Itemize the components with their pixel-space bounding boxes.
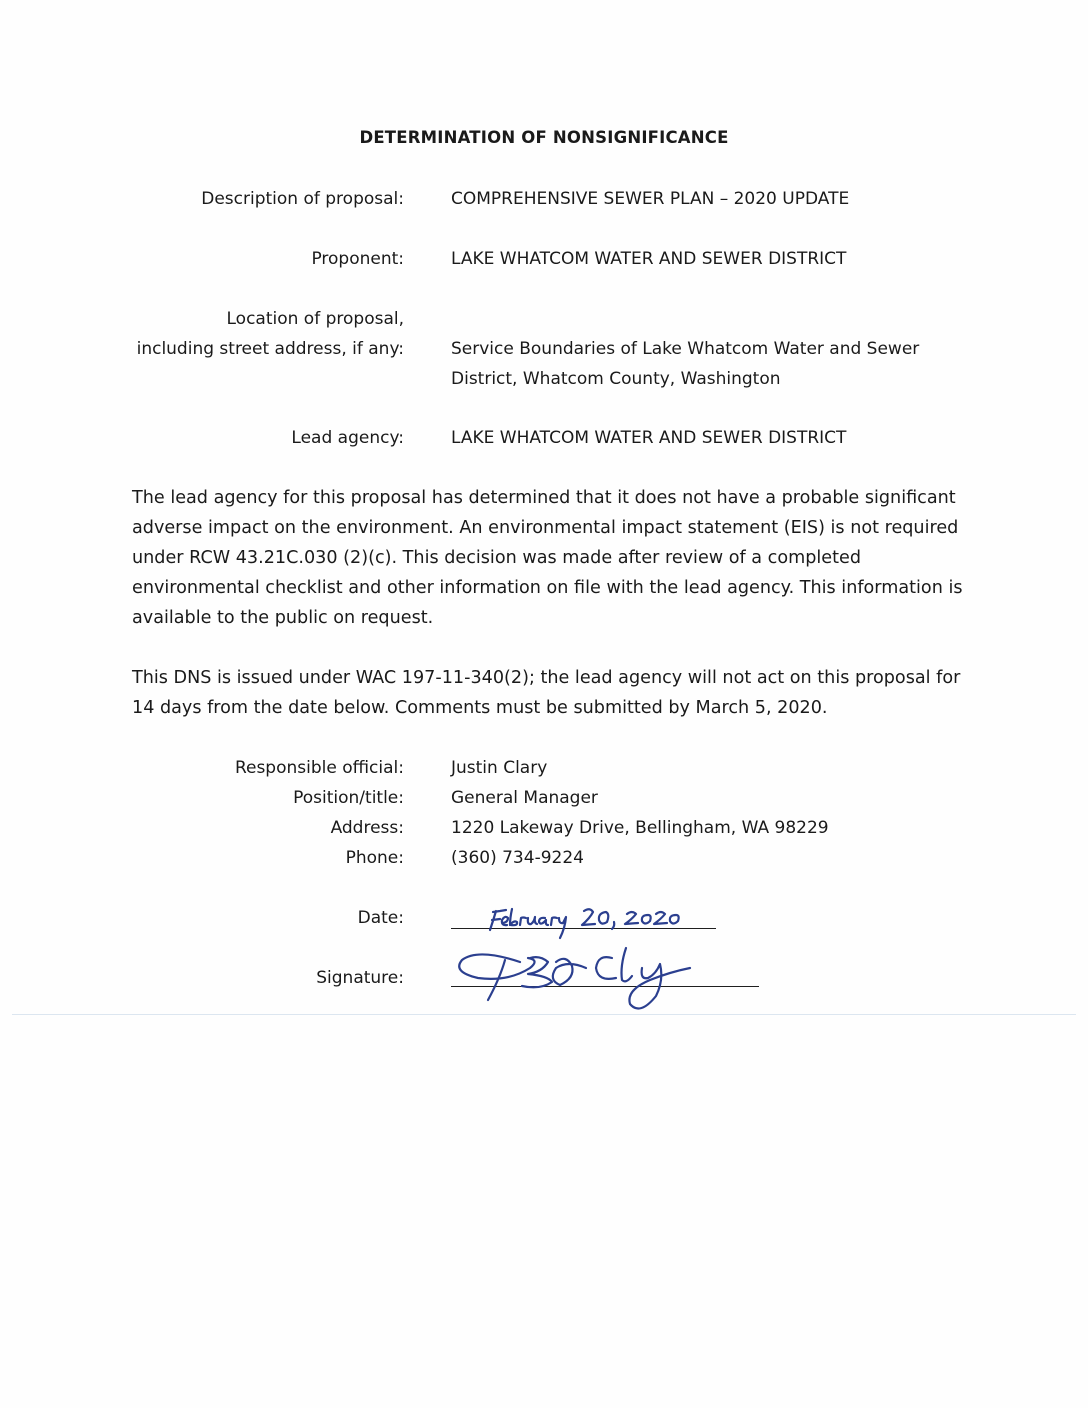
description-label: Description of proposal: bbox=[201, 189, 404, 209]
paragraph-line: under RCW 43.21C.030 (2)(c). This decision was made after review of a completed bbox=[132, 548, 862, 568]
paragraph-line: available to the public on request. bbox=[132, 608, 434, 628]
determination-paragraph bbox=[132, 483, 962, 633]
description-value: COMPREHENSIVE SEWER PLAN – 2020 UPDATE bbox=[451, 189, 850, 209]
paragraph-line: This DNS is issued under WAC 197-11-340(2); the lead agency will not act on this proposal for bbox=[132, 668, 961, 688]
proponent-value: LAKE WHATCOM WATER AND SEWER DISTRICT bbox=[451, 249, 847, 269]
date-line bbox=[451, 928, 716, 929]
lead-agency-value: LAKE WHATCOM WATER AND SEWER DISTRICT bbox=[451, 428, 847, 448]
position-label: Position/title: bbox=[293, 788, 404, 808]
scan-artifact-line bbox=[12, 1014, 1076, 1015]
handwritten-signature bbox=[459, 948, 690, 1009]
address-label: Address: bbox=[330, 818, 404, 838]
handwritten-date bbox=[490, 909, 679, 938]
date-label: Date: bbox=[357, 908, 404, 928]
location-value-line2: District, Whatcom County, Washington bbox=[451, 369, 781, 389]
phone-label: Phone: bbox=[345, 848, 404, 868]
dns-issued-paragraph bbox=[132, 663, 962, 723]
address-value: 1220 Lakeway Drive, Bellingham, WA 98229 bbox=[451, 818, 829, 838]
paragraph-line: The lead agency for this proposal has determined that it does not have a probable significant bbox=[132, 488, 956, 508]
phone-value: (360) 734-9224 bbox=[451, 848, 584, 868]
document-title: DETERMINATION OF NONSIGNIFICANCE bbox=[359, 128, 729, 147]
location-label-line1: Location of proposal, bbox=[226, 309, 404, 329]
official-label: Responsible official: bbox=[234, 758, 404, 778]
paragraph-line: adverse impact on the environment. An environmental impact statement (EIS) is not required bbox=[132, 518, 959, 538]
signature-line bbox=[451, 986, 759, 987]
lead-agency-label: Lead agency: bbox=[291, 428, 404, 448]
official-value: Justin Clary bbox=[451, 758, 548, 778]
location-value-line1: Service Boundaries of Lake Whatcom Water and Sewer bbox=[451, 339, 920, 359]
proponent-label: Proponent: bbox=[311, 249, 404, 269]
paragraph-line: environmental checklist and other information on file with the lead agency. This information is bbox=[132, 578, 963, 598]
position-value: General Manager bbox=[451, 788, 598, 808]
location-label-line2: including street address, if any: bbox=[136, 339, 404, 359]
signature-label: Signature: bbox=[316, 968, 404, 988]
paragraph-line: 14 days from the date below. Comments must be submitted by March 5, 2020. bbox=[132, 698, 828, 718]
